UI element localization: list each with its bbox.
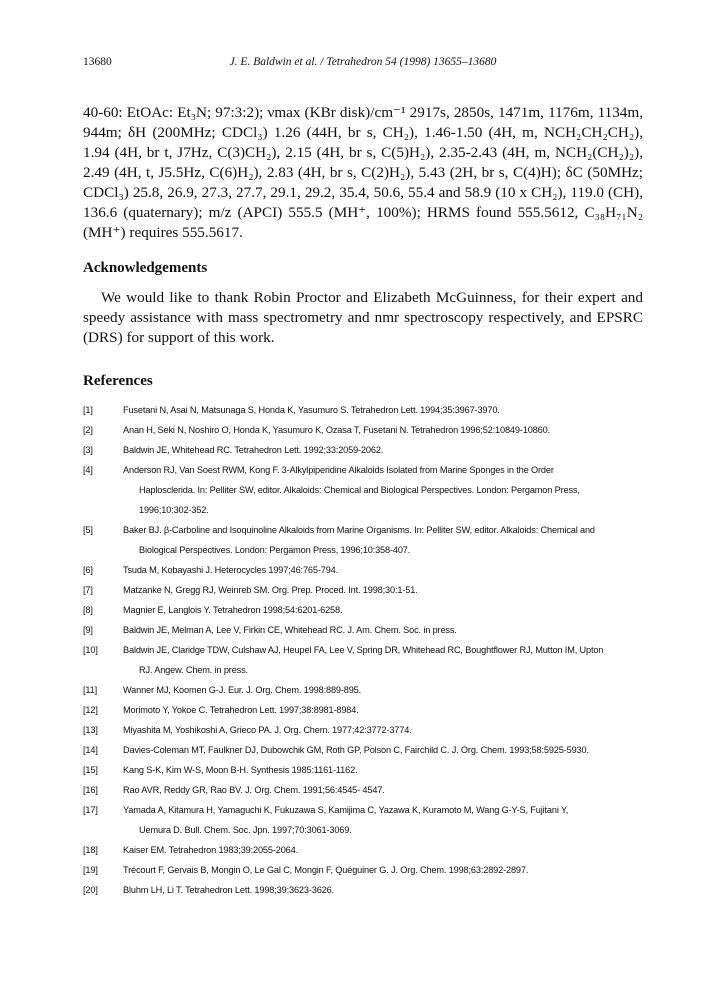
characterization-paragraph: 40-60: EtOAc: Et₃N; 97:3:2); νmax (KBr disk)/cm⁻¹ 2917s, 2850s, 1471m, 1176m, 1134m, 944m; δH (200MHz; CDCl₃) 1.26 (44H, br s, CH₂), 1.46-1.50 (4H, m, NCH₂CH₂CH₂), 1.94 (4H, br t, J7Hz, C(3)CH₂), 2.15 (4H, br s, C(5)H₂), 2.35-2.43 (4H, m, NCH₂(CH₂)₂), 2.49 (4H, t, J5.5Hz, C(6)H₂), 2.83 (4H, br s, C(2)H₂), 5.43 (2H, br s, C(4)H); δC (50MHz; CDCl₃) 25.8, 26.9, 27.3, 27.7, 29.1, 29.2, 35.4, 50.6, 55.4 and 58.9 (10 x CH₂), 119.0 (CH), 136.6 (quaternary); m/z (APCI) 555.5 (MH⁺, 100%); HRMS found 555.5612, C₃₈H₇₁N₂ (MH⁺) requires 555.5617. [83,104,643,241]
reference-item [83,880,643,900]
reference-number: [10] [83,645,98,655]
reference-number: [5] [83,525,93,535]
reference-number: [18] [83,845,98,855]
reference-text: Magnier E, Langlois Y. Tetrahedron 1998;54:6201-6258. [123,605,343,615]
reference-item [83,800,643,840]
reference-item [83,860,643,880]
reference-continuation: Haplosclerida. In: Pelliter SW, editor. Alkaloids: Chemical and Biological Perspectives. London: Pergamon Press, [139,485,580,495]
reference-text: Morimoto Y, Yokoe C. Tetrahedron Lett. 1997;38:8981-8984. [123,705,359,715]
reference-number: [7] [83,585,93,595]
reference-text: Kaiser EM. Tetrahedron 1983;39:2055-2064. [123,845,299,855]
reference-number: [2] [83,425,93,435]
reference-text: Tsuda M, Kobayashi J. Heterocycles 1997;46:765-794. [123,565,339,575]
reference-continuation: Uemura D. Bull. Chem. Soc. Jpn. 1997;70:3061-3069. [139,825,352,835]
reference-item [83,460,643,520]
reference-item [83,680,643,700]
reference-text: Fusetani N, Asai N, Matsunaga S, Honda K, Yasumuro S. Tetrahedron Lett. 1994;35:3967-3970. [123,405,500,415]
reference-text: Yamada A, Kitamura H, Yamaguchi K, Fukuzawa S, Kamijima C, Yazawa K, Kuramoto M, Wang G-Y-S, Fujitani Y, [123,805,569,815]
acknowledgements-paragraph: We would like to thank Robin Proctor and Elizabeth McGuinness, for their expert and speedy assistance with mass spectrometry and nmr spectroscopy respectively, and EPSRC (DRS) for support of this work. [83,289,643,346]
reference-number: [17] [83,805,98,815]
reference-item [83,440,643,460]
reference-text: Miyashita M, Yoshikoshi A, Grieco PA. J. Org. Chem. 1977;42:3772-3774. [123,725,412,735]
reference-text: Anderson RJ, Van Soest RWM, Kong F. 3-Alkylpiperidine Alkaloids Isolated from Marine Sponges in the Order [123,465,554,475]
reference-continuation: 1996;10:302-352. [139,505,209,515]
reference-continuation: RJ. Angew. Chem. in press. [139,665,248,675]
reference-text: Kang S-K, Kim W-S, Moon B-H. Synthesis 1985:1161-1162. [123,765,358,775]
reference-item [83,580,643,600]
reference-number: [13] [83,725,98,735]
reference-text: Bluhm LH, Li T. Tetrahedron Lett. 1998;39:3623-3626. [123,885,334,895]
reference-item [83,400,643,420]
reference-continuation: Biological Perspectives. London: Pergamon Press, 1996;10:358-407. [139,545,411,555]
reference-number: [12] [83,705,98,715]
reference-number: [6] [83,565,93,575]
reference-number: [14] [83,745,98,755]
reference-number: [11] [83,685,98,695]
reference-item [83,760,643,780]
reference-number: [16] [83,785,98,795]
reference-item [83,620,643,640]
reference-item [83,420,643,440]
reference-item [83,700,643,720]
reference-number: [9] [83,625,93,635]
reference-item [83,780,643,800]
running-title: J. E. Baldwin et al. / Tetrahedron 54 (1998) 13655–13680 [229,56,497,68]
reference-text: Matzanke N, Gregg RJ, Weinreb SM. Org. Prep. Proced. Int. 1998;30:1-51. [123,585,418,595]
reference-number: [4] [83,465,93,475]
reference-item [83,740,643,760]
page-number: 13680 [83,56,112,68]
reference-number: [1] [83,405,93,415]
reference-item [83,720,643,740]
reference-text: Baker BJ. β-Carboline and Isoquinoline Alkaloids from Marine Organisms. In: Pelliter SW, editor. Alkaloids: Chemical and [123,525,595,535]
reference-text: Baldwin JE, Melman A, Lee V, Firkin CE, Whitehead RC. J. Am. Chem. Soc. in press. [123,625,457,635]
reference-text: Trécourt F, Gervais B, Mongin O, Le Gal C, Mongin F, Quéguiner G. J. Org. Chem. 1998;63:2892-2897. [123,865,529,875]
reference-number: [8] [83,605,93,615]
reference-item [83,640,643,680]
reference-text: Baldwin JE, Whitehead RC. Tetrahedron Lett. 1992;33:2059-2062. [123,445,384,455]
reference-text: Baldwin JE, Claridge TDW, Culshaw AJ, Heupel FA, Lee V, Spring DR, Whitehead RC, Boughtflower RJ, Mutton IM, Upton [123,645,604,655]
references-heading: References [83,373,153,389]
reference-item [83,520,643,560]
reference-text: Rao AVR, Reddy GR, Rao BV. J. Org. Chem. 1991;56:4545- 4547. [123,785,385,795]
reference-item [83,600,643,620]
reference-text: Anan H, Seki N, Noshiro O, Honda K, Yasumuro K, Ozasa T, Fusetani N. Tetrahedron 1996;52:10849-10860. [123,425,550,435]
reference-number: [15] [83,765,98,775]
reference-item [83,840,643,860]
reference-number: [20] [83,885,98,895]
reference-text: Davies-Coleman MT, Faulkner DJ, Dubowchik GM, Roth GP, Polson C, Fairchild C. J. Org. Chem. 1993;58:5925-5930. [123,745,589,755]
reference-number: [3] [83,445,93,455]
reference-number: [19] [83,865,98,875]
reference-item [83,560,643,580]
acknowledgements-heading: Acknowledgements [83,260,208,276]
reference-text: Wanner MJ, Koomen G-J. Eur. J. Org. Chem. 1998:889-895. [123,685,362,695]
reference-list [83,400,643,900]
